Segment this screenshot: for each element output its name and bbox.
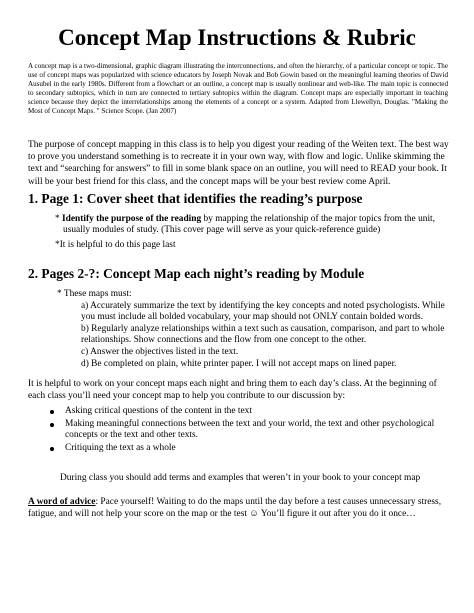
requirement-b: b) Regularly analyze relationships within a text such as causation, comparison, and part to whole relationships. Show connections and the flow from one concept to the other. <box>81 324 445 346</box>
item-star: * <box>55 214 63 224</box>
section-1-item-purpose <box>55 214 455 237</box>
list-item <box>45 419 455 442</box>
item-text: by mapping the relationship of the major topics from the unit, <box>201 214 435 224</box>
intro-paragraph: A concept map is a two-dimensional, graphic diagram illustrating the interconnections, and often the hierarchy, of a particular concept or topic. The use of concept maps was popularized with science educators by Joseph Novak and Bob Gowin based on the meaningful learning theories of David Ausubel in the early 1980s. Different from a flowchart or an outline, a concept map is usually nonlinear and web-like. The main topic is connected to secondary subtopics, which in turn are connected to tertiary subtopics within the diagram. Concept maps are especially important in teaching science because they depict the interrelationships among the elements of a concept or a system. Adapted from Llewellyn, Douglas. "Making the Most of Concept Maps. " Science Scope. (Jan 2007) <box>28 62 448 116</box>
bullet-icon <box>50 423 54 427</box>
purpose-paragraph: The purpose of concept mapping in this class is to help you digest your reading of the Weiten text. The best way to prove you understand something is to recreate it in your own way, with flow and logic. Unlike skimming the text and “searching for answers” to fill in some blank space on an outline, you will need to READ your book. It will be your best friend for this class, and the concept maps will be your best review come April. <box>28 140 449 187</box>
list-item-text: Asking critical questions of the content in the text <box>65 406 252 416</box>
list-item-text: Critiquing the text as a whole <box>65 442 176 453</box>
advice-text: : Pace yourself! Waiting to do the maps until the day before a test causes unnecessary stress, fatigue, and will not help your score on the map or the test ☺ You’ll figure it out after you do it once… <box>28 497 442 519</box>
advice-label: A word of advice <box>28 497 96 507</box>
list-item-text: Making meaningful connections between the text and your world, the text and other psychological concepts or the text and other texts. <box>65 418 435 441</box>
bullet-icon <box>50 447 54 451</box>
requirement-d: d) Be completed on plain, white printer paper. I will not accept maps on lined paper. <box>81 359 397 369</box>
list-item <box>45 443 455 455</box>
class-usage-paragraph: It is helpful to work on your concept maps each night and bring them to each day’s class. At the beginning of each class you’ll need your concept map to help you contribute to our discussion by: <box>28 379 437 401</box>
section-2-heading: 2. Pages 2-?: Concept Map each night’s reading by Module <box>28 266 365 281</box>
bullet-icon <box>50 410 54 414</box>
item-continuation: usually modules of study. (This cover page will serve as your quick-reference guide) <box>63 225 381 236</box>
list-item <box>45 406 455 418</box>
advice-paragraph <box>28 496 452 520</box>
section-1-heading: 1. Page 1: Cover sheet that identifies the reading’s purpose <box>28 191 363 206</box>
section-1-item-tip: *It is helpful to do this page last <box>55 240 176 250</box>
requirement-a: a) Accurately summarize the text by identifying the key concepts and noted psychologists. While you must include all bolded vocabulary, your map should not ONLY contain bolded words. <box>81 301 445 323</box>
maps-must-lead: * These maps must: <box>57 289 132 299</box>
page-title: Concept Map Instructions & Rubric <box>58 25 416 50</box>
bullet-list <box>45 406 455 455</box>
requirement-c: c) Answer the objectives listed in the text. <box>81 347 239 357</box>
during-class-note: During class you should add terms and examples that weren’t in your book to your concept map <box>60 473 421 483</box>
item-bold-text: Identify the purpose of the reading <box>62 214 202 224</box>
